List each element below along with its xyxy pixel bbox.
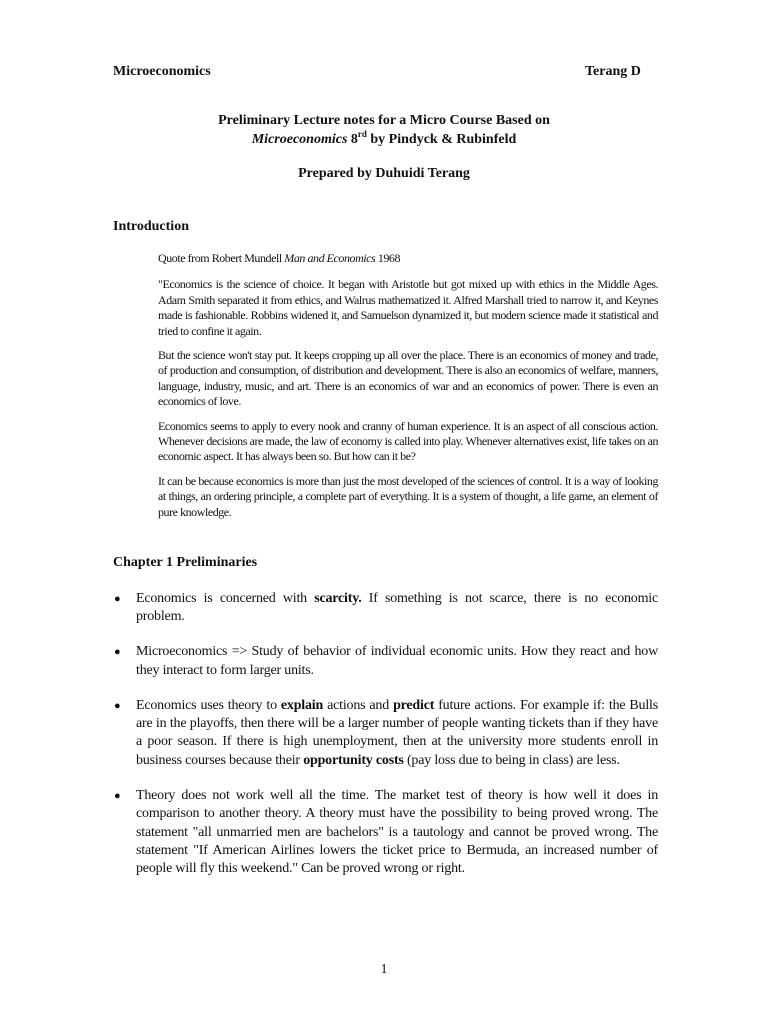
quote-block xyxy=(158,251,658,529)
chapter-heading: Chapter 1 Preliminaries xyxy=(113,555,258,570)
list-item xyxy=(113,643,658,680)
quote-paragraph: It can be because economics is more than just the most developed of the sciences of control. It is a way of looking at things, an ordering principle, a complete part of everything. It is a system of thought, a life game, an element of pure knowledge. xyxy=(158,473,658,519)
introduction-heading: Introduction xyxy=(113,219,189,234)
bullet-bold-text: predict xyxy=(393,697,435,713)
bullet-icon: ● xyxy=(114,593,121,605)
quote-paragraph: "Economics is the science of choice. It began with Aristotle but got mixed up with ethics in the Middle Ages. Adam Smith separated it from ethics, and Walrus mathematized it. Alfred Marshall tried to narrow it, and Keynes made is fashionable. Robbins widened it, and Samuelson dynamized it, but modern science made it statistical and tried to confine it again. xyxy=(158,277,658,338)
prepared-by: Prepared by Duhuidi Terang xyxy=(298,166,470,181)
page-number: 1 xyxy=(380,962,388,977)
book-title: Microeconomics xyxy=(251,132,348,147)
bullet-icon: ● xyxy=(114,646,121,659)
bullet-text: If something is not scarce, there is no economic problem. xyxy=(136,591,658,625)
edition-suffix: rd xyxy=(357,129,367,139)
bullet-text: Economics uses theory to xyxy=(136,697,281,713)
book-authors: by Pindyck & Rubinfeld xyxy=(370,132,517,147)
bullet-text: Microeconomics => Study of behavior of individual economic units. How they react and how they interact to form larger units. xyxy=(136,644,658,678)
bullet-bold-text: explain xyxy=(280,697,324,713)
bullet-icon: ● xyxy=(114,699,121,712)
bullet-bold-text: opportunity costs xyxy=(303,752,404,768)
header-author: Terang D xyxy=(585,64,641,79)
list-item xyxy=(113,590,658,627)
citation-year: 1968 xyxy=(375,251,401,265)
citation-prefix: Quote from Robert Mundell xyxy=(158,251,285,265)
bullet-bold-text: scarcity. xyxy=(314,591,362,606)
document-subtitle xyxy=(0,130,768,149)
citation-work: Man and Economics xyxy=(284,251,376,265)
bullet-icon: ● xyxy=(114,789,121,802)
quote-paragraph: But the science won't stay put. It keeps cropping up all over the place. There is an economics of money and trade, of production and consumption, of distribution and development. There is also an economics of welfare, manners, language, industry, music, and art. There is an economics of war and an economics of power. There is even an economics of love. xyxy=(158,348,658,409)
edition-number: 8 xyxy=(350,132,358,147)
bullet-text: Theory does not work well all the time. The market test of theory is how well it does in comparison to another theory. A theory must have the possibility to being proved wrong. The statement "all unmarried men are bachelors" is a tautology and cannot be proved wrong. The statement "If American Airlines lowers the ticket price to Bermuda, an increased number of people will fly this weekend." Can be proved wrong or right. xyxy=(136,787,658,877)
document-title: Preliminary Lecture notes for a Micro Course Based on xyxy=(218,113,550,128)
bullet-list xyxy=(113,590,658,895)
list-item xyxy=(113,697,658,771)
bullet-text: Economics is concerned with xyxy=(136,591,315,606)
quote-citation xyxy=(158,251,658,266)
header-course-name: Microeconomics xyxy=(113,64,211,79)
bullet-text: actions and xyxy=(323,697,394,713)
quote-paragraph: Economics seems to apply to every nook and cranny of human experience. It is an aspect of all conscious action. Whenever decisions are made, the law of economy is called into play. Whenever alternatives exist, life takes on an economic aspect. It has always been so. But how can it be? xyxy=(158,418,658,464)
list-item xyxy=(113,787,658,879)
bullet-text: future actions. For example if: the Bulls are in the playoffs, then there will be a larger number of people wanting tickets than if they have a poor season. If there is high unemployment, then at the university more students enroll in business courses because their xyxy=(136,697,658,768)
bullet-text: (pay loss due to being in class) are less. xyxy=(403,752,620,768)
